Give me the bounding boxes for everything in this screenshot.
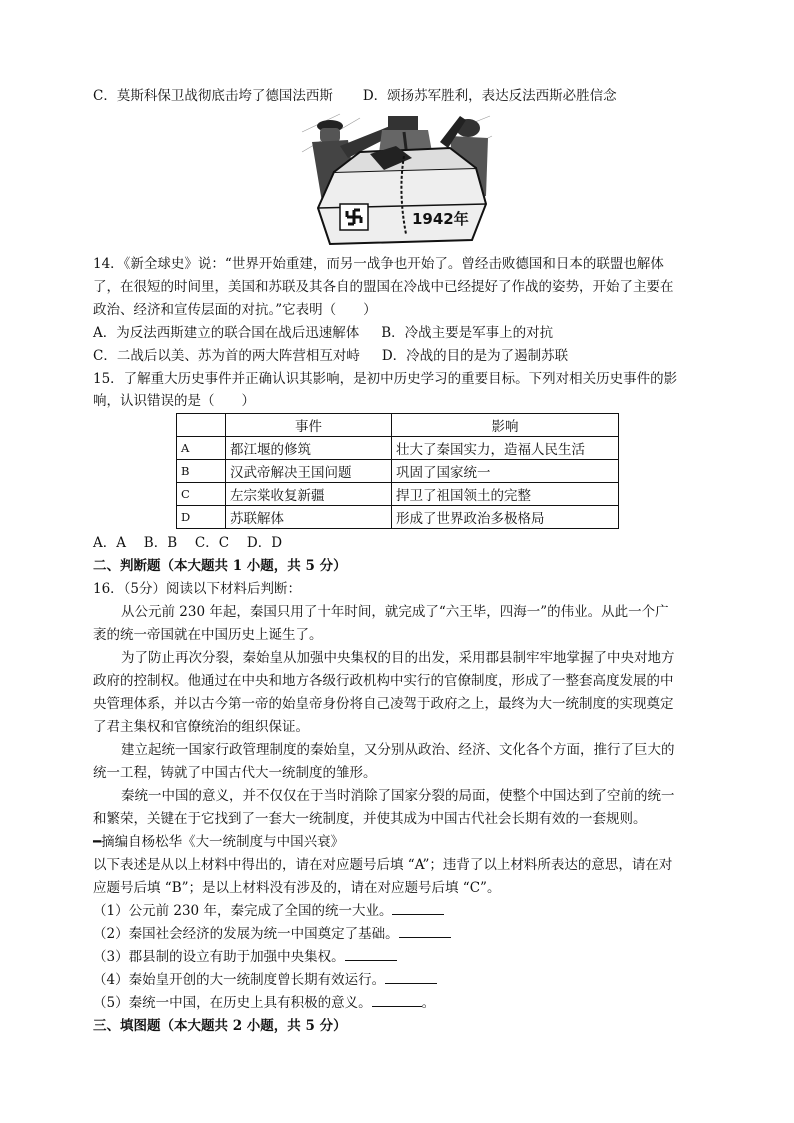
q16-item-5 — [93, 992, 435, 1014]
table-cell: 壮大了秦国实力，造福人民生活 — [392, 437, 619, 460]
q16-instructions-cont: 应题号后填 “B”；是以上材料没有涉及的，请在对应题号后填 “C”。 — [93, 880, 501, 896]
table-cell: 苏联解体 — [226, 506, 392, 529]
q13-option-d: D．颂扬苏军胜利，表达反法西斯必胜信念 — [362, 88, 617, 104]
answer-blank[interactable] — [345, 948, 397, 961]
q16-item-4 — [93, 969, 437, 991]
section-heading-map: 三、填图题（本大题共 2 小题，共 5 分） — [93, 1018, 347, 1034]
table-row — [177, 437, 619, 460]
q16-item-2 — [93, 923, 451, 945]
q14-stem-line-3: 政治、经济和宣传层面的对抗。”它表明（ ） — [93, 302, 377, 318]
q16-material-p3-cont: 统一工程，铸就了中国古代大一统制度的雏形。 — [93, 765, 377, 781]
q14-options-ab — [93, 322, 553, 344]
table-row — [177, 506, 619, 529]
q16-material-p1-cont: 袤的统一帝国就在中国历史上诞生了。 — [93, 627, 323, 643]
table-header-cell — [177, 414, 226, 437]
q16-material-p2-cont: 政府的控制权。他通过在中央和地方各级行政机构中实行的官僚制度，形成了一整套高度发展的中 — [93, 673, 674, 689]
q14-option-d: D．冷战的目的是为了遏制苏联 — [381, 348, 569, 364]
table-cell: C — [177, 483, 226, 506]
q16-source-citation: ━摘编自杨松华《大一统制度与中国兴衰》 — [93, 834, 345, 850]
q14-stem-line-2: 了，在很短的时间里，美国和苏联及其各自的盟国在冷战中已经提好了作战的姿势，开始了主要在 — [93, 279, 674, 295]
table-header-row — [177, 414, 619, 437]
q16-instructions: 以下表述是从以上材料中得出的，请在对应题号后填 “A”；违背了以上材料所表达的意思，请在对 — [93, 857, 673, 873]
table-row — [177, 460, 619, 483]
cartoon-coffin-image — [300, 112, 494, 246]
q16-material-p3: 建立起统一国家行政管理制度的秦始皇，又分别从政治、经济、文化各个方面，推行了巨大的 — [121, 742, 675, 758]
q15-stem-line-2: 响，认识错误的是（ ） — [93, 393, 255, 409]
section-heading-judgment: 二、判断题（本大题共 1 小题，共 5 分） — [93, 558, 347, 574]
q14-options-cd — [93, 345, 568, 367]
q16-material-p4-cont: 和繁荣，关键在于它找到了一套大一统制度，并使其成为中国古代社会长期有效的一套规则。 — [93, 811, 647, 827]
table-header-cell: 影响 — [392, 414, 619, 437]
q16-material-p2: 为了防止再次分裂，秦始皇从加强中央集权的目的出发，采用郡县制牢牢地掌握了中央对地方 — [121, 650, 675, 666]
answer-blank[interactable] — [392, 902, 444, 915]
q16-material-p1: 从公元前 230 年起，秦国只用了十年时间，就完成了“六王毕，四海一”的伟业。从此一个广 — [121, 604, 669, 620]
q16-item-text: （4）秦始皇开创的大一统制度曾长期有效运行。 — [93, 972, 386, 988]
q13-options-cd — [93, 85, 617, 107]
q14-stem-line-1: 14．《新全球史》说：“世界开始重建，而另一战争也开始了。曾经击败德国和日本的联盟也解体 — [93, 256, 664, 272]
table-cell: A — [177, 437, 226, 460]
q15-stem-line-1: 15．了解重大历史事件并正确认识其影响，是初中历史学习的重要目标。下列对相关历史事件的影 — [93, 371, 678, 387]
q15-answer-options: A．A B．B C．C D．D — [93, 535, 283, 551]
q14-option-c: C．二战后以美、苏为首的两大阵营相互对峙 — [93, 348, 360, 364]
table-cell: 形成了世界政治多极格局 — [392, 506, 619, 529]
q16-item-text: （1）公元前 230 年，秦完成了全国的统一大业。 — [93, 903, 393, 919]
table-cell: 汉武帝解决王国问题 — [226, 460, 392, 483]
q16-material-p2-cont: 了君主集权和官僚统治的组织保证。 — [93, 719, 309, 735]
q16-intro: 16．（5分）阅读以下材料后判断： — [93, 581, 302, 597]
q15-events-table — [176, 413, 619, 529]
table-cell: 巩固了国家统一 — [392, 460, 619, 483]
table-cell: 都江堰的修筑 — [226, 437, 392, 460]
q16-item-text: （2）秦国社会经济的发展为统一中国奠定了基础。 — [93, 926, 399, 942]
q16-material-p4: 秦统一中国的意义，并不仅仅在于当时消除了国家分裂的局面，使整个中国达到了空前的统一 — [121, 788, 675, 804]
answer-blank[interactable] — [385, 971, 437, 984]
q16-item-text: （5）秦统一中国，在历史上具有积极的意义。 — [93, 995, 372, 1011]
table-cell: B — [177, 460, 226, 483]
q14-option-b: B．冷战主要是军事上的对抗 — [381, 325, 554, 341]
table-row — [177, 483, 619, 506]
q16-item-1 — [93, 900, 444, 922]
q14-option-a: A．为反法西斯建立的联合国在战后迅速解体 — [93, 325, 360, 341]
table-cell: 左宗棠收复新疆 — [226, 483, 392, 506]
q13-option-c: C．莫斯科保卫战彻底击垮了德国法西斯 — [93, 88, 333, 104]
answer-blank[interactable] — [372, 994, 422, 1007]
q16-item-period: 。 — [421, 995, 436, 1011]
q16-item-3 — [93, 946, 397, 968]
table-cell: 捍卫了祖国领土的完整 — [392, 483, 619, 506]
table-cell: D — [177, 506, 226, 529]
q16-item-text: （3）郡县制的设立有助于加强中央集权。 — [93, 949, 345, 965]
table-header-cell: 事件 — [226, 414, 392, 437]
cartoon-year-label: 1942年 — [412, 210, 469, 228]
answer-blank[interactable] — [399, 925, 451, 938]
q16-material-p2-cont: 央管理体系，并以古今第一帝的始皇帝身份将自己凌驾于政府之上，最终为大一统制度的实现奠定 — [93, 696, 674, 712]
